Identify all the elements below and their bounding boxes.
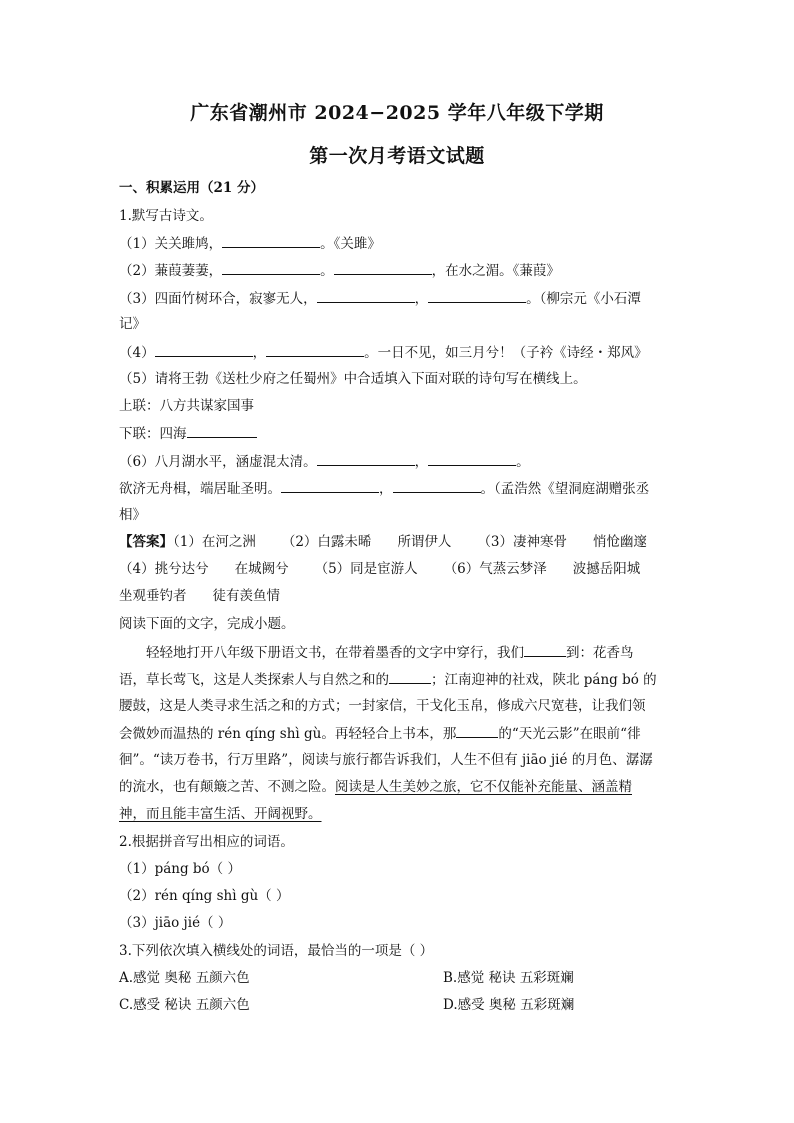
q1-item6-source: 。（孟浩然《望洞庭湖赠张丞 <box>480 481 650 497</box>
answer-item: （4）挑兮达兮 <box>119 561 209 577</box>
q1-item2 <box>119 260 560 281</box>
answer-item: （5）同是宦游人 <box>314 561 418 577</box>
q1-item4 <box>119 342 648 363</box>
passage-line2 <box>119 669 657 690</box>
q1-item6 <box>119 451 530 472</box>
answer-item: （3）凄神寒骨 <box>477 534 568 550</box>
q2-item1: （1）páng bó（ ） <box>119 861 241 877</box>
q1-item5: （5）请将王勃《送杜少府之任蜀州》中合适填入下面对联的诗句写在横线上。 <box>119 371 587 387</box>
q1-item4-num: （4） <box>119 345 155 361</box>
q1-item3 <box>119 288 641 309</box>
section-heading: 一、积累运用（21 分） <box>119 180 264 196</box>
answer-item: 坐观垂钓者 <box>119 588 187 604</box>
q1-item2-source: ，在水之湄。《蒹葭》 <box>431 263 560 279</box>
answer-blank[interactable] <box>222 233 320 248</box>
passage-text: 语，草长莺飞，这是人类探索人与自然之和的 <box>119 672 389 688</box>
passage-line7: 神，而且能丰富生活、开阔视野。 <box>119 806 322 822</box>
q1-item3-sep: ， <box>414 291 429 307</box>
q1-item3-text: （3）四面竹树环合，寂寥无人， <box>119 291 317 307</box>
q1-item6-text: （6）八月湖水平，涵虚混太清。 <box>119 454 317 470</box>
q1-item1-source: 。《关雎》 <box>320 236 381 252</box>
answer-tag: 【答案】 <box>119 534 173 550</box>
q1-item6-sep: ， <box>414 454 429 470</box>
q1-item6-text2: 欲济无舟楫，端居耻圣明。 <box>119 481 281 497</box>
q1-item4-sep: ， <box>252 345 267 361</box>
couplet-lower-text: 下联：四海 <box>119 426 187 442</box>
q1-item6-sep2: ， <box>379 481 393 497</box>
passage-text: 的流水，也有颠簸之苦、不测之险。 <box>119 779 335 795</box>
answer-blank[interactable] <box>428 288 526 303</box>
passage-text: 的“天光云影”在眼前“徘 <box>498 726 641 742</box>
passage-line1 <box>146 642 634 663</box>
answer-item: 波撼岳阳城 <box>572 561 641 577</box>
q1-item2-text: （2）蒹葭萋萋， <box>119 263 223 279</box>
answer-blank[interactable] <box>155 342 253 357</box>
answer-line1 <box>119 532 647 552</box>
q1-item3-source: 。（柳宗元《小石潭 <box>526 291 641 307</box>
answer-item: 在城阙兮 <box>234 561 289 577</box>
exam-title-line1: 广东省潮州市 2024−2025 学年八年级下学期 <box>190 102 604 124</box>
answer-blank[interactable] <box>317 451 415 466</box>
answer-blank[interactable] <box>266 342 364 357</box>
q1-item6-end: 。 <box>516 454 530 470</box>
couplet-upper: 上联：八方共谋家国事 <box>119 398 254 414</box>
answer-blank[interactable] <box>187 423 257 438</box>
answer-blank[interactable] <box>456 723 498 738</box>
q2-item3: （3）jiāo jié（ ） <box>119 915 232 931</box>
answer-blank[interactable] <box>281 478 379 493</box>
q1-stem: 1.默写古诗文。 <box>119 208 213 224</box>
q1-item3-wrap: 记》 <box>119 316 146 332</box>
passage-line6 <box>119 777 632 797</box>
q1-item2-sep: 。 <box>320 263 334 279</box>
answer-blank[interactable] <box>334 260 432 275</box>
answer-blank[interactable] <box>524 642 566 657</box>
answer-blank[interactable] <box>389 669 431 684</box>
answer-item: 徒有羡鱼情 <box>212 588 280 604</box>
passage-text: 会微妙而温热的 rén qíng shì gù。再轻轻合上书本，那 <box>119 726 457 742</box>
answer-item: （2）白露未晞 <box>281 534 372 550</box>
exam-title-line2: 第一次月考语文试题 <box>309 145 485 167</box>
q3-option-c[interactable]: C.感受 秘诀 五颜六色 <box>119 997 250 1013</box>
passage-intro: 阅读下面的文字，完成小题。 <box>119 616 295 632</box>
couplet-lower <box>119 423 257 444</box>
passage-line4 <box>119 723 641 744</box>
q3-option-d[interactable]: D.感受 奥秘 五彩斑斓 <box>443 997 575 1013</box>
q1-item4-source: 。一日不见，如三月兮！（子衿《诗经・郑风》 <box>364 345 648 361</box>
q1-item1 <box>119 233 381 254</box>
passage-line3: 腰鼓，这是人类寻求生活之和的方式；一封家信，干戈化玉帛，修成六尺宽巷，让我们领 <box>119 698 646 714</box>
q1-item6-line2 <box>119 478 649 499</box>
answer-blank[interactable] <box>393 478 481 493</box>
passage-text: ；江南迎神的社戏，陕北 páng bó 的 <box>431 672 657 688</box>
q1-item6-wrap: 相》 <box>119 507 146 523</box>
q3-option-b[interactable]: B.感觉 秘诀 五彩斑斓 <box>443 970 574 986</box>
q3-stem: 3.下列依次填入横线处的词语，最恰当的一项是（ ） <box>119 943 434 959</box>
answer-item: 悄怆幽邃 <box>593 534 648 550</box>
answer-item: （1）在河之洲 <box>173 534 256 550</box>
answer-line3 <box>119 586 280 606</box>
answer-blank[interactable] <box>222 260 320 275</box>
answer-blank[interactable] <box>428 451 516 466</box>
passage-underlined-text: 阅读是人生美妙之旅，它不仅能补充能量、涵盖精 <box>335 779 632 795</box>
answer-item: （6）气蒸云梦泽 <box>443 561 547 577</box>
passage-text: 轻轻地打开八年级下册语文书，在带着墨香的文字中穿行，我们 <box>146 645 524 661</box>
q2-item2: （2）rén qíng shì gù（ ） <box>119 888 290 904</box>
passage-line5: 徊”。“读万卷书，行万里路”，阅读与旅行都告诉我们，人生不但有 jiāo jié 的月色、潺潺 <box>119 752 653 768</box>
q1-item1-text: （1）关关雎鸠， <box>119 236 223 252</box>
q2-stem: 2.根据拼音写出相应的词语。 <box>119 834 294 850</box>
passage-text: 到：花香鸟 <box>566 645 634 661</box>
q3-option-a[interactable]: A.感觉 奥秘 五颜六色 <box>119 970 250 986</box>
answer-line2 <box>119 559 640 579</box>
answer-blank[interactable] <box>317 288 415 303</box>
answer-item: 所谓伊人 <box>397 534 452 550</box>
